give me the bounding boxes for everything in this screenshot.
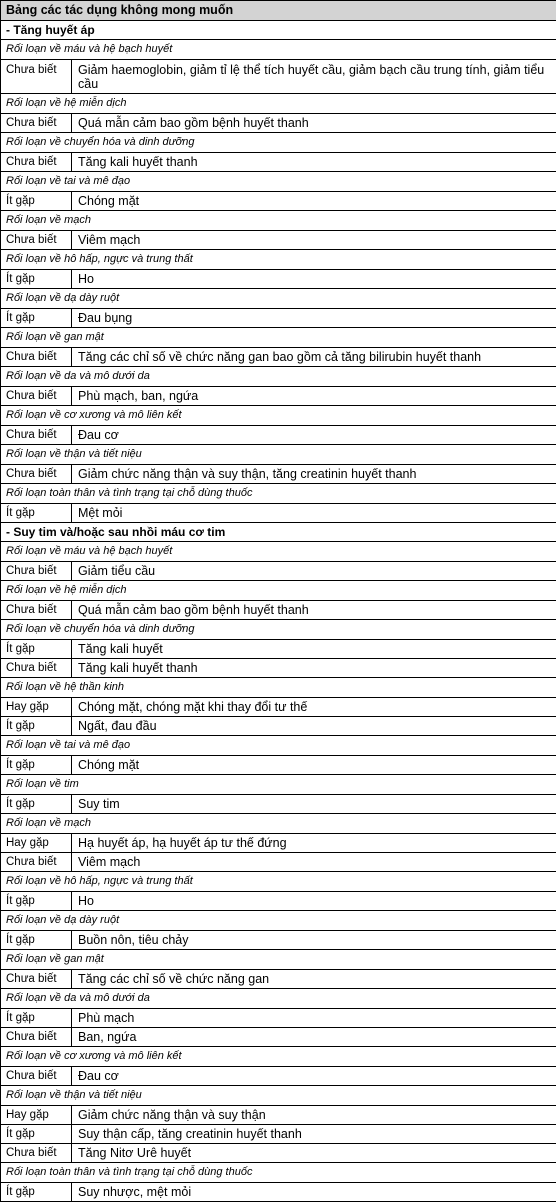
table-row [1, 795, 556, 814]
effect-cell: Ban, ngứa [72, 1028, 556, 1047]
organ-system-row [1, 445, 556, 465]
frequency-cell: Ít gặp [1, 892, 72, 911]
table-row [1, 601, 556, 620]
effect-cell: Viêm mạch [72, 231, 556, 250]
organ-system-row [1, 1086, 556, 1106]
frequency-cell: Ít gặp [1, 504, 72, 523]
effect-cell: Tăng kali huyết [72, 640, 556, 659]
frequency-cell: Ít gặp [1, 640, 72, 659]
frequency-cell: Chưa biết [1, 970, 72, 989]
frequency-cell: Chưa biết [1, 153, 72, 172]
organ-system-row [1, 289, 556, 309]
frequency-cell: Chưa biết [1, 562, 72, 581]
organ-system-row [1, 775, 556, 795]
effect-cell: Suy thận cấp, tăng creatinin huyết thanh [72, 1125, 556, 1144]
table-row [1, 853, 556, 872]
section-row [1, 523, 556, 542]
table-row [1, 504, 556, 523]
effect-cell: Tăng kali huyết thanh [72, 153, 556, 172]
organ-system-label: Rối loạn về da và mô dưới da [1, 989, 556, 1009]
organ-system-label: Rối loạn về cơ xương và mô liên kết [1, 1047, 556, 1067]
effect-cell: Suy tim [72, 795, 556, 814]
effect-cell: Tăng các chỉ số về chức năng gan bao gồm cả tăng bilirubin huyết thanh [72, 348, 556, 367]
frequency-cell: Hay gặp [1, 1106, 72, 1125]
frequency-cell: Chưa biết [1, 465, 72, 484]
table-row [1, 756, 556, 775]
frequency-cell: Ít gặp [1, 756, 72, 775]
organ-system-label: Rối loạn về mạch [1, 814, 556, 834]
frequency-cell: Ít gặp [1, 795, 72, 814]
frequency-cell: Ít gặp [1, 1009, 72, 1028]
organ-system-row [1, 406, 556, 426]
organ-system-row [1, 620, 556, 640]
frequency-cell: Chưa biết [1, 387, 72, 406]
organ-system-row [1, 736, 556, 756]
organ-system-label: Rối loạn về hô hấp, ngực và trung thất [1, 250, 556, 270]
table-row [1, 1144, 556, 1163]
frequency-cell: Ít gặp [1, 931, 72, 950]
table-row [1, 114, 556, 133]
effect-cell: Phù mạch [72, 1009, 556, 1028]
organ-system-row [1, 542, 556, 562]
organ-system-row [1, 911, 556, 931]
effect-cell: Đau cơ [72, 426, 556, 445]
organ-system-label: Rối loạn về dạ dày ruột [1, 289, 556, 309]
effect-cell: Ho [72, 892, 556, 911]
organ-system-row [1, 94, 556, 114]
organ-system-label: Rối loạn về thận và tiết niệu [1, 445, 556, 465]
organ-system-label: Rối loạn về mạch [1, 211, 556, 231]
table-row [1, 387, 556, 406]
section-row [1, 21, 556, 40]
organ-system-label: Rối loạn về dạ dày ruột [1, 911, 556, 931]
effect-cell: Ho [72, 270, 556, 289]
organ-system-label: Rối loạn về tim [1, 775, 556, 795]
table-row [1, 348, 556, 367]
section-heading: - Suy tim và/hoặc sau nhồi máu cơ tim [1, 523, 556, 542]
table-row [1, 562, 556, 581]
section-heading: - Tăng huyết áp [1, 21, 556, 40]
effect-cell: Chóng mặt, chóng mặt khi thay đổi tư thế [72, 698, 556, 717]
organ-system-label: Rối loạn về máu và hệ bạch huyết [1, 542, 556, 562]
organ-system-label: Rối loạn về máu và hệ bạch huyết [1, 40, 556, 60]
frequency-cell: Ít gặp [1, 1183, 72, 1202]
organ-system-row [1, 484, 556, 504]
organ-system-label: Rối loạn về gan mật [1, 950, 556, 970]
frequency-cell: Chưa biết [1, 659, 72, 678]
effect-cell: Đau cơ [72, 1067, 556, 1086]
organ-system-label: Rối loạn về hô hấp, ngực và trung thất [1, 872, 556, 892]
organ-system-label: Rối loạn về tai và mê đạo [1, 172, 556, 192]
effect-cell: Suy nhược, mệt mỏi [72, 1183, 556, 1202]
frequency-cell: Ít gặp [1, 270, 72, 289]
effect-cell: Tăng Nitơ Urê huyết [72, 1144, 556, 1163]
organ-system-label: Rối loạn về cơ xương và mô liên kết [1, 406, 556, 426]
organ-system-row [1, 1047, 556, 1067]
table-row [1, 153, 556, 172]
table-title: Bảng các tác dụng không mong muốn [1, 1, 556, 21]
organ-system-label: Rối loạn toàn thân và tình trạng tại chỗ dùng thuốc [1, 1163, 556, 1183]
organ-system-label: Rối loạn về tai và mê đạo [1, 736, 556, 756]
table-body [1, 21, 556, 1202]
organ-system-row [1, 814, 556, 834]
organ-system-row [1, 250, 556, 270]
table-row [1, 834, 556, 853]
organ-system-label: Rối loạn về chuyển hóa và dinh dưỡng [1, 133, 556, 153]
table-row [1, 231, 556, 250]
effect-cell: Phù mạch, ban, ngứa [72, 387, 556, 406]
organ-system-label: Rối loạn về hệ miễn dịch [1, 94, 556, 114]
organ-system-row [1, 172, 556, 192]
organ-system-label: Rối loạn về thận và tiết niệu [1, 1086, 556, 1106]
table-row [1, 1125, 556, 1144]
table-row [1, 892, 556, 911]
frequency-cell: Chưa biết [1, 1144, 72, 1163]
effect-cell: Giảm chức năng thận và suy thận [72, 1106, 556, 1125]
frequency-cell: Hay gặp [1, 834, 72, 853]
effect-cell: Quá mẫn cảm bao gồm bệnh huyết thanh [72, 601, 556, 620]
frequency-cell: Chưa biết [1, 231, 72, 250]
organ-system-label: Rối loạn về gan mật [1, 328, 556, 348]
frequency-cell: Chưa biết [1, 1067, 72, 1086]
table-row [1, 1028, 556, 1047]
organ-system-row [1, 367, 556, 387]
effect-cell: Giảm chức năng thận và suy thận, tăng creatinin huyết thanh [72, 465, 556, 484]
effect-cell: Mệt mỏi [72, 504, 556, 523]
organ-system-label: Rối loạn về chuyển hóa và dinh dưỡng [1, 620, 556, 640]
organ-system-row [1, 872, 556, 892]
effect-cell: Giảm haemoglobin, giảm tỉ lệ thể tích huyết cầu, giảm bạch cầu trung tính, giảm tiểu cầu [72, 60, 556, 94]
table-row [1, 192, 556, 211]
organ-system-label: Rối loạn về hệ miễn dịch [1, 581, 556, 601]
table-row [1, 426, 556, 445]
organ-system-row [1, 211, 556, 231]
organ-system-row [1, 40, 556, 60]
effect-cell: Chóng mặt [72, 192, 556, 211]
effect-cell: Giảm tiểu cầu [72, 562, 556, 581]
table-title-row [1, 1, 556, 21]
table-row [1, 717, 556, 736]
table-row [1, 970, 556, 989]
effect-cell: Chóng mặt [72, 756, 556, 775]
table-row [1, 309, 556, 328]
effect-cell: Quá mẫn cảm bao gồm bệnh huyết thanh [72, 114, 556, 133]
table-row [1, 60, 556, 94]
effect-cell: Tăng các chỉ số về chức năng gan [72, 970, 556, 989]
effect-cell: Ngất, đau đầu [72, 717, 556, 736]
organ-system-row [1, 133, 556, 153]
organ-system-row [1, 581, 556, 601]
organ-system-row [1, 328, 556, 348]
table-row [1, 1009, 556, 1028]
frequency-cell: Ít gặp [1, 192, 72, 211]
frequency-cell: Chưa biết [1, 601, 72, 620]
organ-system-label: Rối loạn toàn thân và tình trạng tại chỗ dùng thuốc [1, 484, 556, 504]
effect-cell: Hạ huyết áp, hạ huyết áp tư thế đứng [72, 834, 556, 853]
effect-cell: Tăng kali huyết thanh [72, 659, 556, 678]
frequency-cell: Hay gặp [1, 698, 72, 717]
frequency-cell: Chưa biết [1, 348, 72, 367]
frequency-cell: Chưa biết [1, 426, 72, 445]
table-row [1, 1106, 556, 1125]
organ-system-row [1, 678, 556, 698]
table-row [1, 640, 556, 659]
frequency-cell: Chưa biết [1, 1028, 72, 1047]
table-row [1, 1183, 556, 1202]
frequency-cell: Chưa biết [1, 853, 72, 872]
frequency-cell: Ít gặp [1, 1125, 72, 1144]
frequency-cell: Chưa biết [1, 60, 72, 94]
frequency-cell: Ít gặp [1, 309, 72, 328]
effect-cell: Buồn nôn, tiêu chảy [72, 931, 556, 950]
effect-cell: Đau bụng [72, 309, 556, 328]
organ-system-label: Rối loạn về hệ thần kinh [1, 678, 556, 698]
table-row [1, 270, 556, 289]
organ-system-row [1, 1163, 556, 1183]
table-row [1, 465, 556, 484]
effect-cell: Viêm mạch [72, 853, 556, 872]
table-row [1, 698, 556, 717]
organ-system-label: Rối loạn về da và mô dưới da [1, 367, 556, 387]
frequency-cell: Chưa biết [1, 114, 72, 133]
table-row [1, 931, 556, 950]
organ-system-row [1, 950, 556, 970]
organ-system-row [1, 989, 556, 1009]
table-row [1, 1067, 556, 1086]
frequency-cell: Ít gặp [1, 717, 72, 736]
table-row [1, 659, 556, 678]
